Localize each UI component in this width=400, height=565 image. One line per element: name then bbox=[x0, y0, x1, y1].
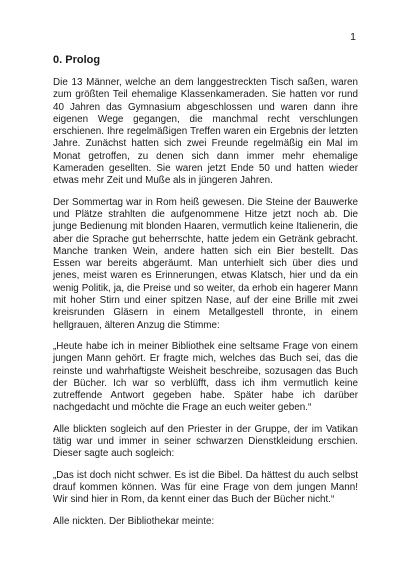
document-body bbox=[53, 53, 358, 537]
paragraph: „Heute habe ich in meiner Bibliothek eine seltsame Frage von einem jungen Mann gehört. Er fragte mich, welches das Buch sei, das die reinste und wahrhaftigste Weisheit beschreibe, sozusagen das Buch der Bücher. Ich war so verblüfft, dass ich ihm vermutlich keine zutreffende Antwort gegeben habe. Später habe ich darüber nachgedacht und möchte die Frage an euch weiter geben.“ bbox=[53, 340, 358, 414]
page-number: 1 bbox=[350, 31, 356, 43]
chapter-title: 0. Prolog bbox=[53, 54, 101, 66]
paragraph: „Das ist doch nicht schwer. Es ist die Bibel. Da hättest du auch selbst drauf kommen können. Was für eine Frage von dem jungen Mann! Wir sind hier in Rom, da kennt einer das Buch der Bücher nicht.“ bbox=[53, 469, 358, 506]
paragraph: Die 13 Männer, welche an dem langgestreckten Tisch saßen, waren zum größten Teil ehemalige Klassenkameraden. Sie hatten vor rund 40 Jahren das Gymnasium abgeschlossen und waren dann ihre eigenen Wege gegangen, die manchmal recht verschlungen erschienen. Ihre regelmäßigen Treffen waren ein Ergebnis der letzten Jahre. Zunächst hatten sich zwei Freunde regelmäßig ein Mal im Monat getroffen, zu denen sich dann immer mehr ehemalige Kameraden gesellten. Sie waren jetzt Ende 50 und hatten wieder etwas mehr Zeit und Muße als in jüngeren Jahren. bbox=[53, 77, 358, 187]
paragraph: Alle nickten. Der Bibliothekar meinte: bbox=[53, 515, 215, 527]
paragraph: Alle blickten sogleich auf den Priester in der Gruppe, der im Vatikan tätig war und immer in seiner schwarzen Dienstkleidung erschien. Dieser sagte auch sogleich: bbox=[53, 423, 358, 460]
paragraph: Der Sommertag war in Rom heiß gewesen. Die Steine der Bauwerke und Plätze strahlten die aufgenommene Hitze jetzt noch ab. Die junge Bedienung mit blonden Haaren, vermutlich keine Italienerin, die aber die Sprache gut beherrschte, hatte jedem ein Getränk gebracht. Manche tranken Wein, andere hatten sich ein Bier bestellt. Das Essen war bereits abgeräumt. Man unterhielt sich über dies und jenes, meist waren es Erinnerungen, etwas Klatsch, hier und da ein wenig Politik, ja, die Preise und so weiter, da erhob ein hagerer Mann mit hoher Stirn und einer spitzen Nase, auf der eine Brille mit zwei kreisrunden Gläsern in einem Metallgestell thronte, in einem hellgrauen, älteren Anzug die Stimme: bbox=[53, 196, 358, 331]
